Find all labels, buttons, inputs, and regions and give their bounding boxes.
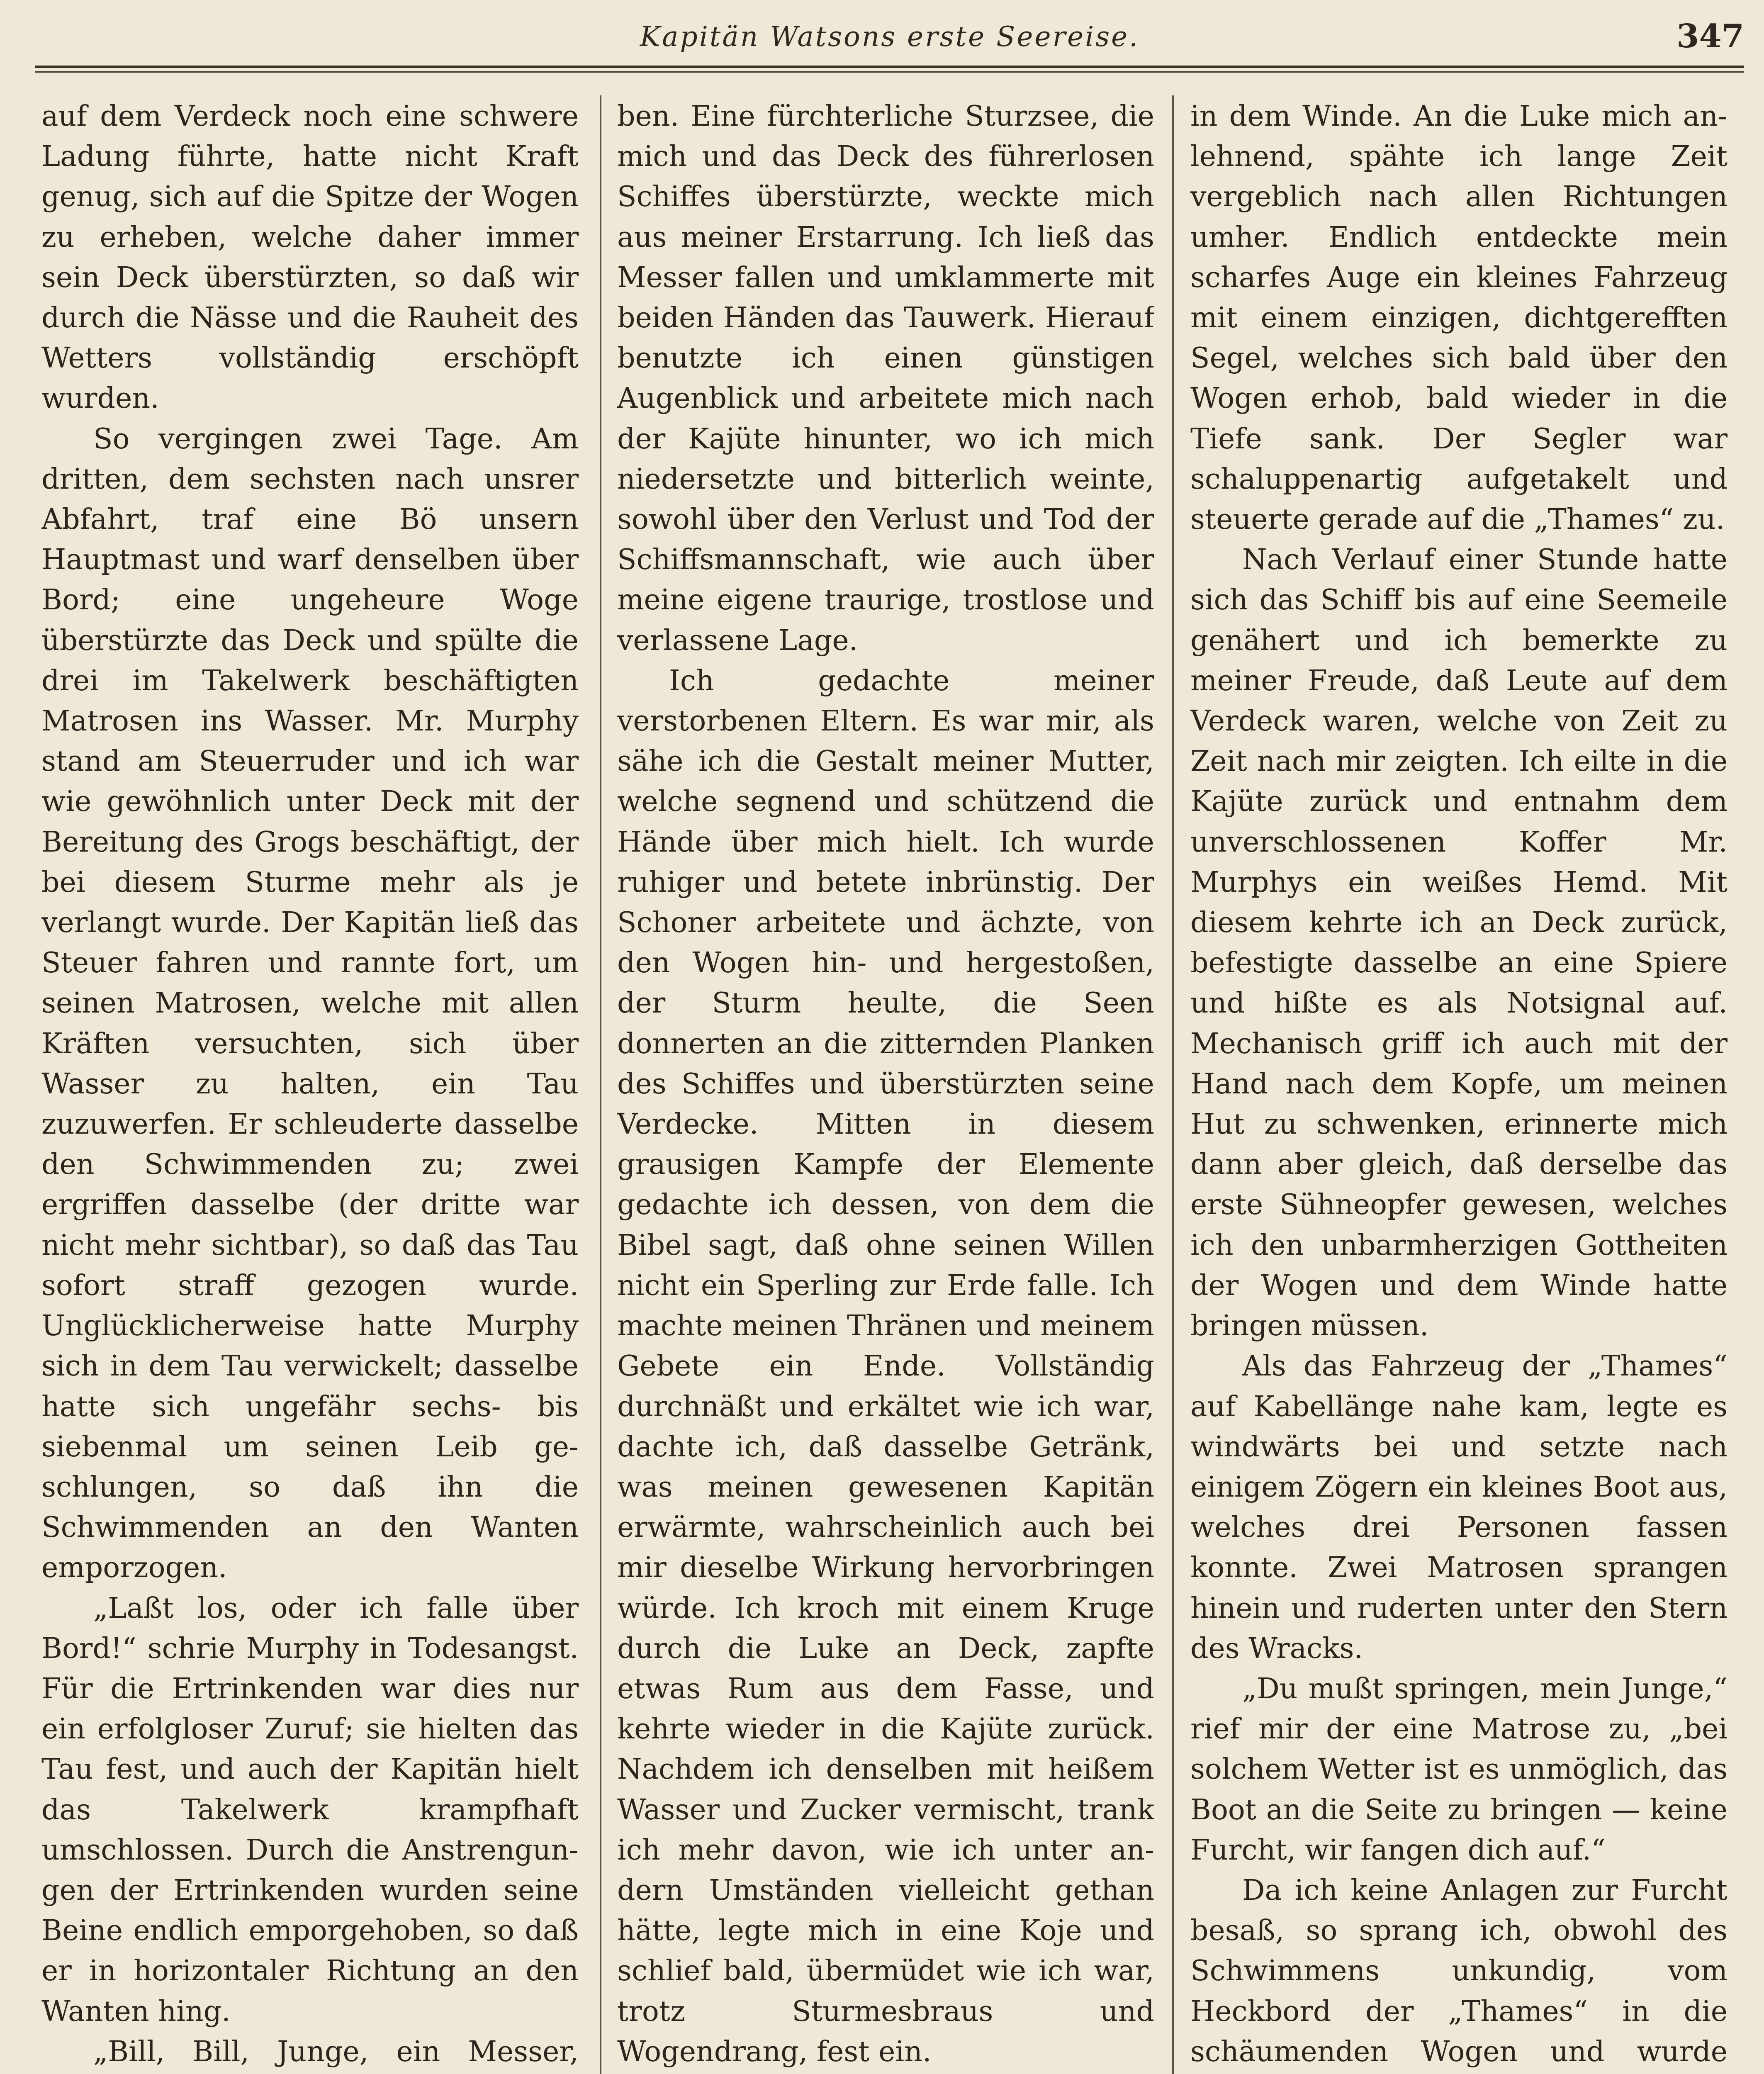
paragraph (617, 2072, 1154, 2074)
header-rule (35, 66, 1744, 73)
running-title: Kapitän Watsons erste Seereise. (640, 21, 1140, 53)
paragraph: Als das Fahrzeug der „Thames“ auf Kabellänge nahe kam, legte es windwärts bei und setzte nach einigem Zögern ein kleines Boot aus, welches drei Personen fassen konnte. Zwei Matrosen sprangen hinein und ruderten unter den Stern des Wracks. (1190, 1350, 1728, 1665)
paragraph: Da ich keine Anlagen zur Furcht besaß, so sprang ich, obwohl des Schwimmens unkundig, vom Heckbord der „Thames“ in die schäumenden Wogen und wurde (1190, 1874, 1728, 2068)
paragraph: „Bill, Bill, Junge, ein Messer, (93, 2035, 579, 2068)
page-header (35, 12, 1744, 61)
paragraph: Nach Verlauf einer Stunde hatte sich das Schiff bis auf eine Seemeile genähert und ich bemerkte zu meiner Freude, daß Leute auf dem Verdeck waren, welche von Zeit zu Zeit nach mir zeigten. Ich eilte in die Kajüte zurück und entnahm dem unverschlossenen Koffer Mr. Murphys ein weißes Hemd. Mit diesem kehrte ich an Deck zurück, befestigte dasselbe an eine Spiere und hißte es als Notsignal auf. Mechanisch griff ich auch mit der Hand nach dem Kopfe, um meinen Hut zu schwenken, erinnerte mich dann aber gleich, daß derselbe das erste Sühneopfer gewesen, welches ich den unbarmherzigen Gottheiten der Wogen und dem Winde hatte bringen müssen. (1190, 543, 1728, 1343)
text-column-1 (41, 96, 579, 2074)
column-divider (1172, 95, 1174, 2074)
paragraph: in dem Winde. An die Luke mich anlehnend, spähte ich lange Zeit vergeblich nach allen Richtungen umher. Endlich entdeckte mein scharfes Auge ein kleines Fahrzeug mit einem einzigen, dichtgerefften Segel, welches sich bald über den Wogen erhob, bald wieder in die Tiefe sank. Der Segler war schaluppenartig aufgetakelt und steuerte gerade auf die „Thames“ zu. (1190, 100, 1728, 536)
text-column-2 (617, 96, 1154, 2074)
page-number: 347 (1676, 17, 1744, 55)
paragraph: „Du mußt springen, mein Junge,“ rief mir der eine Matrose zu, „bei solchem Wetter ist es unmöglich, das Boot an die Seite zu bringen — keine Furcht, wir fangen dich auf.“ (1190, 1672, 1728, 1867)
column-divider (600, 95, 601, 2074)
paragraph: „Laßt los, oder ich falle über Bord!“ schrie Murphy in Todesangst. Für die Ertrinkenden war dies nur ein erfolgloser Zuruf; sie hielten das Tau fest, und auch der Kapitän hielt das Takelwerk krampfhaft umschlossen. Durch die Anstrengungen der Ertrinkenden wurden seine Beine endlich emporgehoben, so daß er in horizontaler Richtung an den Wanten hing. (41, 1592, 579, 2028)
paragraph: ben. Eine fürchterliche Sturzsee, die mich und das Deck des führerlosen Schiffes überstürzte, weckte mich aus meiner Erstarrung. Ich ließ das Messer fallen und umklammerte mit beiden Händen das Tauwerk. Hierauf benutzte ich einen günstigen Augenblick und arbeitete mich nach der Kajüte hinunter, wo ich mich niedersetzte und bitterlich weinte, sowohl über den Verlust und Tod der Schiffsmannschaft, wie auch über meine eigene traurige, trostlose und verlassene Lage. (617, 100, 1154, 657)
paragraph: So vergingen zwei Tage. Am dritten, dem sechsten nach unsrer Abfahrt, traf eine Bö unsern Hauptmast und warf denselben über Bord; eine ungeheure Woge überstürzte das Deck und spülte die drei im Takelwerk beschäftigten Matrosen ins Wasser. Mr. Murphy stand am Steuerruder und ich war wie gewöhnlich unter Deck mit der Bereitung des Grogs beschäftigt, der bei diesem Sturme mehr als je verlangt wurde. Der Kapitän ließ das Steuer fahren und rannte fort, um seinen Matrosen, welche mit allen Kräften versuchten, sich über Wasser zu halten, ein Tau zuzuwerfen. Er schleuderte dasselbe den Schwimmenden zu; zwei ergriffen dasselbe (der dritte war nicht mehr sichtbar), so daß das Tau sofort straff gezogen wurde. Unglücklicherweise hatte Murphy sich in dem Tau verwickelt; dasselbe hatte sich ungefähr sechs- bis siebenmal um seinen Leib geschlungen, so daß ihn die Schwimmenden an den Wanten emporzogen. (41, 422, 579, 1585)
paragraph: Ich gedachte meiner verstorbenen Eltern. Es war mir, als sähe ich die Gestalt meiner Mutter, welche segnend und schützend die Hände über mich hielt. Ich wurde ruhiger und betete inbrünstig. Der Schoner arbeitete und ächzte, von den Wogen hin- und hergestoßen, der Sturm heulte, die Seen donnerten an die zitternden Planken des Schiffes und überstürzten seine Verdecke. Mitten in diesem grausigen Kampfe der Elemente gedachte ich dessen, von dem die Bibel sagt, daß ohne seinen Willen nicht ein Sperling zur Erde falle. Ich machte meinen Thränen und meinem Gebete ein Ende. Vollständig durchnäßt und erkältet wie ich war, dachte ich, daß dasselbe Getränk, was meinen gewesenen Kapitän erwärmte, wahrscheinlich auch bei mir dieselbe Wirkung hervorbringen würde. Ich kroch mit einem Kruge durch die Luke an Deck, zapfte etwas Rum aus dem Fasse, und kehrte wieder in die Kajüte zurück. Nachdem ich denselben mit heißem Wasser und Zucker vermischt, trank ich mehr davon, wie ich unter andern Umständen vielleicht gethan hätte, legte mich in eine Koje und schlief bald, übermüdet wie ich war, trotz Sturmesbraus und Wogendrang, fest ein. (617, 664, 1154, 2068)
text-column-3 (1190, 96, 1728, 2074)
paragraph: auf dem Verdeck noch eine schwere Ladung führte, hatte nicht Kraft genug, sich auf die Spitze der Wogen zu erheben, welche daher immer sein Deck überstürzten, so daß wir durch die Nässe und die Rauheit des Wetters vollständig erschöpft wurden. (41, 100, 579, 415)
